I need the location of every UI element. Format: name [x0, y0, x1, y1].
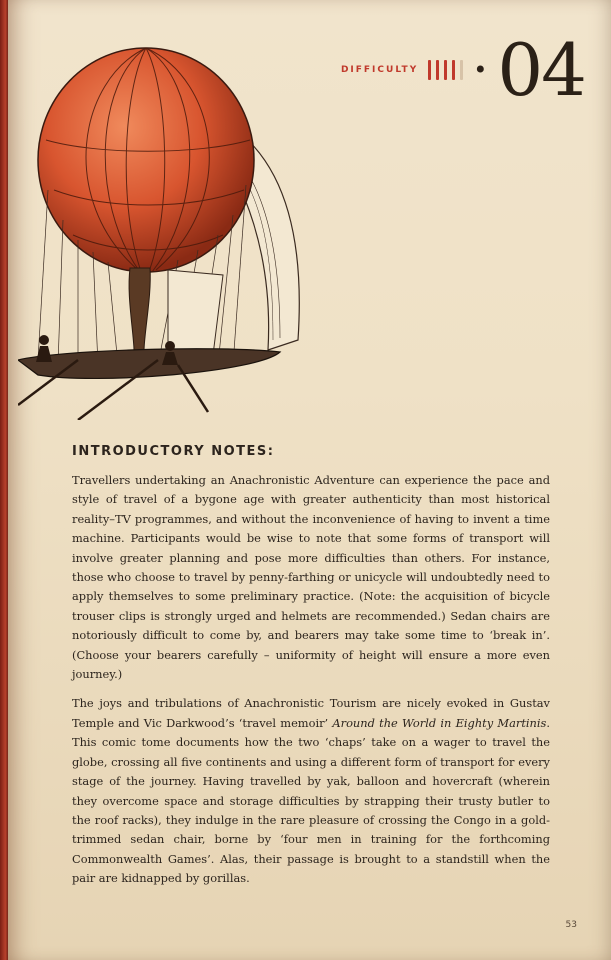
difficulty-bar — [436, 60, 439, 80]
balloon-illustration — [18, 20, 318, 420]
page-number: 53 — [565, 920, 577, 930]
body-paragraph: Travellers undertaking an Anachronistic Adventure can experience the pace and style of travel of a bygone age with greater authenticity than most historical reality–TV programmes, and without the inconvenience of having to invent a time machine. Participants would be wise to note that some forms of transport will involve greater planning and pose more difficulties than others. For instance, those who choose to travel by penny-farthing or unicycle will undoubtedly need to apply themselves to some preliminary practice. (Note: the acquisition of bicycle trouser clips is strongly urged and helmets are recommended.) Sedan chairs are notoriously difficult to come by, and bearers may take some time to ‘break in’. (Choose your bearers carefully – uniformity of height will ensure a more even journey.) — [72, 473, 550, 682]
chapter-header — [340, 28, 585, 112]
paragraph-intro: The joys and tribulations of Anachronistic Tourism are nicely evoked in Gustav Temple and Vic Darkwood’s ‘travel memoir’ — [72, 696, 550, 730]
difficulty-bar — [452, 60, 455, 80]
difficulty-label: DIFFICULTY — [340, 65, 419, 75]
difficulty-bar — [428, 60, 431, 80]
book-page — [8, 0, 611, 960]
main-content — [72, 444, 550, 899]
difficulty-meter — [428, 60, 463, 80]
body-paragraph — [72, 694, 550, 888]
book-title: Around the World in Eighty Martinis — [332, 715, 547, 730]
difficulty-bar — [444, 60, 447, 80]
chapter-number: 04 — [497, 28, 585, 112]
paragraph-rest: . This comic tome documents how the two ‘chaps’ take on a wager to travel the globe, crossing all five continents and using a different form of transport for every stage of the journey. Having travelled by yak, balloon and hovercraft (wherein they overcome space and storage difficulties by strapping their trusty butler to the roof racks), they indulge in the rare pleasure of crossing the Congo in a gold-trimmed sedan chair, borne by ‘four men in training for the forthcoming Commonwealth Games’. Alas, their passage is brought to a standstill when the pair are kidnapped by gorillas. — [72, 715, 550, 886]
header-separator: • — [473, 56, 488, 84]
difficulty-bar — [460, 60, 463, 80]
section-title: INTRODUCTORY NOTES: — [72, 444, 275, 459]
